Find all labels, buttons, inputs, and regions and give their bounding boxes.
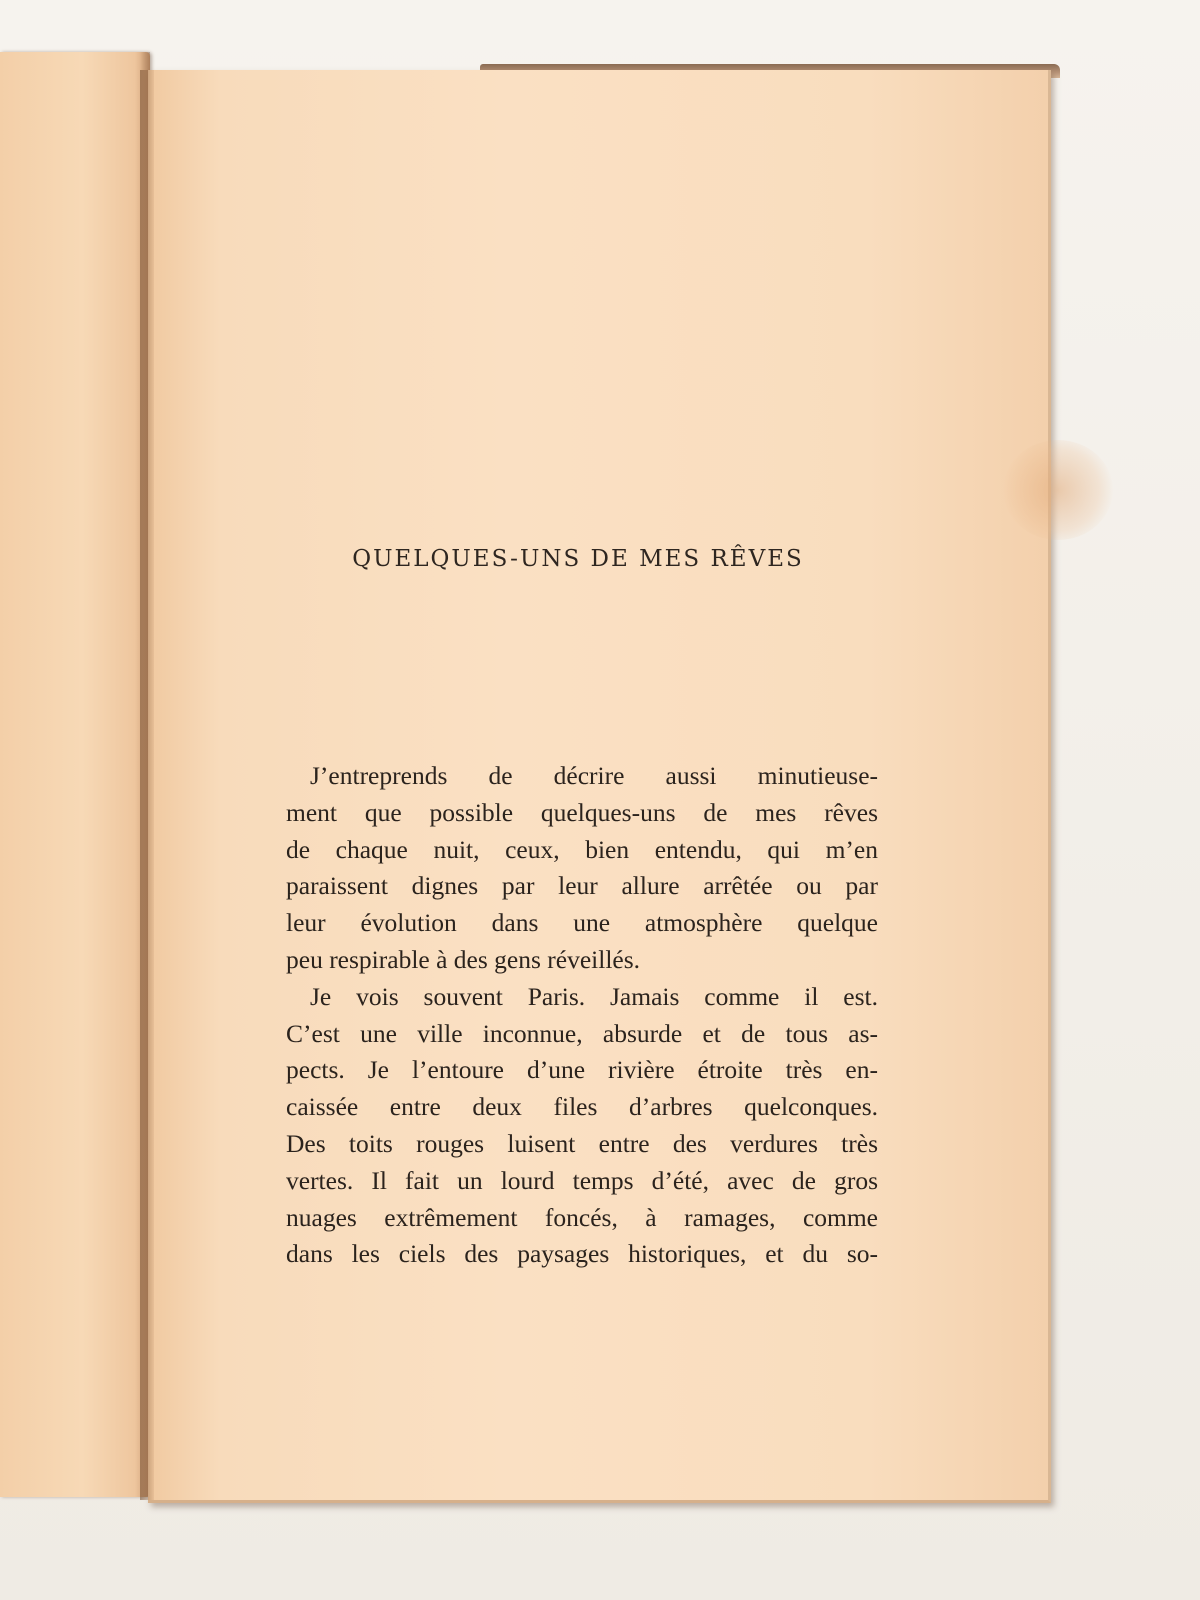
paper-stain (1003, 440, 1113, 540)
right-page (148, 70, 1051, 1503)
text-line: ment que possible quelques-uns de mes rêves (286, 797, 878, 827)
text-line: nuages extrêmement foncés, à ramages, comme (286, 1202, 878, 1232)
text-line: dans les ciels des paysages historiques, et du so- (286, 1239, 878, 1269)
text-line: leur évolution dans une atmosphère quelque (286, 908, 878, 938)
text-line: caissée entre deux files d’arbres quelconques. (286, 1092, 878, 1122)
text-line: vertes. Il fait un lourd temps d’été, avec de gros (286, 1165, 878, 1195)
body-text (286, 758, 878, 1273)
text-line: C’est une ville inconnue, absurde et de tous as- (286, 1018, 878, 1048)
text-line: J’entreprends de décrire aussi minutieuse- (310, 761, 878, 790)
text-line: de chaque nuit, ceux, bien entendu, qui m’en (286, 834, 878, 864)
text-line: paraissent dignes par leur allure arrêtée ou par (286, 871, 878, 901)
left-page (0, 52, 150, 1497)
text-line: Des toits rouges luisent entre des verdures très (286, 1128, 878, 1158)
text-line: Je vois souvent Paris. Jamais comme il est. (310, 981, 878, 1011)
text-line: pects. Je l’entoure d’une rivière étroite très en- (286, 1055, 878, 1085)
chapter-title: QUELQUES-UNS DE MES RÊVES (352, 546, 804, 572)
text-line: peu respirable à des gens réveillés. (286, 944, 641, 974)
book-spine-shadow (140, 70, 154, 1500)
